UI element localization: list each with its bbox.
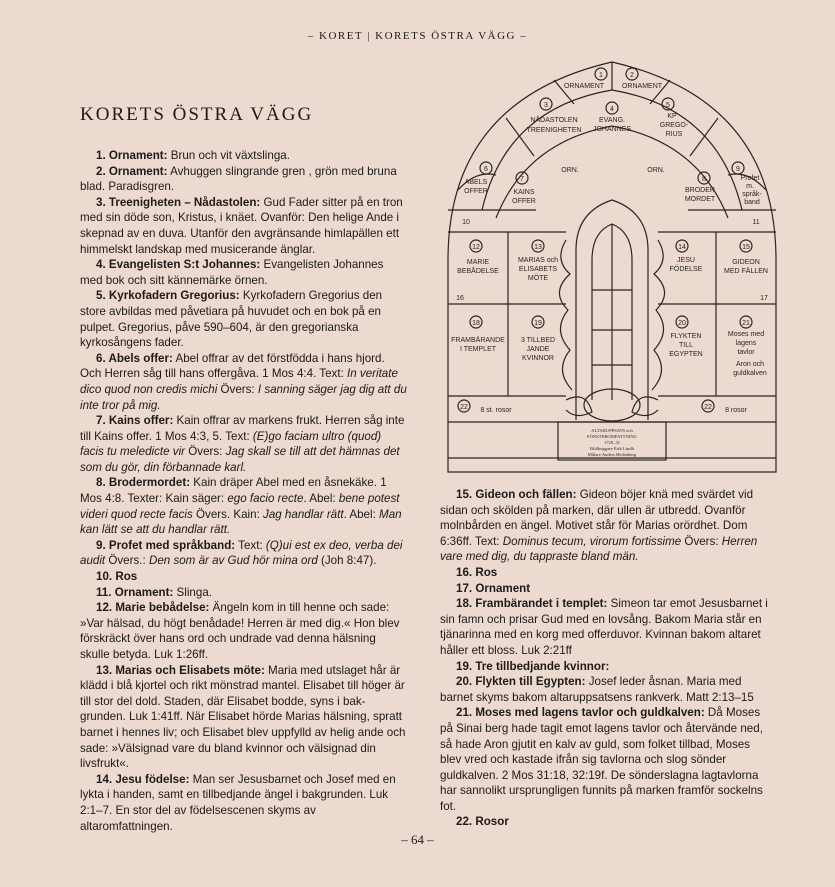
diagram-label: MÖTE bbox=[527, 275, 549, 282]
diagram-label: JANDE bbox=[526, 346, 550, 353]
diagram-label: RIUS bbox=[665, 131, 683, 138]
diagram-label: 1729–31 bbox=[603, 440, 621, 445]
diagram-label: MED FÄLLEN bbox=[724, 268, 768, 275]
left-column bbox=[80, 148, 408, 834]
entry-heading: 21. Moses med lagens tavlor och guldkalven: bbox=[456, 706, 705, 720]
diagram-label: 5 bbox=[666, 102, 670, 109]
diagram-label: I TEMPLET bbox=[459, 346, 497, 353]
diagram-label: 14 bbox=[678, 244, 686, 251]
diagram-label: 13 bbox=[534, 244, 542, 251]
entry-heading: 11. Ornament: bbox=[96, 585, 174, 599]
entry-paragraph bbox=[80, 569, 408, 585]
diagram-label: 22 bbox=[460, 404, 468, 411]
diagram-label: ORN. bbox=[647, 167, 665, 174]
diagram-label: lagens bbox=[735, 340, 757, 347]
entry-paragraph bbox=[440, 596, 770, 658]
entry-heading: 18. Frambärandet i templet: bbox=[456, 597, 608, 611]
diagram-label: 8 rosor bbox=[725, 407, 747, 414]
entry-heading: 1. Ornament: bbox=[96, 149, 168, 162]
right-column bbox=[440, 487, 770, 830]
entry-text: Abel offrar av det förstfödda i hans hjord. Och Herren såg till hans offergåva. 1 Mos 4:4. Text: bbox=[80, 351, 385, 381]
entry-heading: 20. Flykten till Egypten: bbox=[456, 675, 586, 689]
diagram-label: BRODER bbox=[685, 187, 715, 194]
entry-heading: 4. Evangelisten S:t Johannes: bbox=[96, 258, 261, 272]
entry-paragraph bbox=[80, 585, 408, 601]
entry-text: Kain offrar av markens frukt. Herren såg inte till Kains offer. 1 Mos 4:3, 5. Text: bbox=[80, 414, 405, 443]
diagram-label: KVINNOR bbox=[522, 355, 554, 362]
entry-text: Josef leder åsnan. Maria med barnet skyms bakom altaruppsatsens rankverk. Matt 2:13–15 bbox=[440, 675, 754, 704]
entry-text: Ängeln kom in till henne och sade: »Var hälsad, du högt benådade! Herren är med dig.« Hon blev förskräckt över hans ord och undrade vad denna hälsning skulle betyda. Luk 1:26ff. bbox=[80, 601, 400, 661]
diagram-label: 2 bbox=[630, 72, 634, 79]
diagram-label: 19 bbox=[534, 320, 542, 327]
entry-text: Evangelisten Johannes med bok och sitt kännemärke örnen. bbox=[80, 258, 384, 287]
entry-paragraph bbox=[80, 351, 408, 413]
wall-diagram bbox=[446, 60, 778, 480]
entry-text: Övers: bbox=[681, 534, 722, 548]
entry-paragraph bbox=[80, 600, 408, 662]
page-number: – 64 – bbox=[401, 832, 434, 847]
entry-paragraph bbox=[80, 663, 408, 772]
entry-heading: 15. Gideon och fällen: bbox=[456, 488, 577, 501]
diagram-label: EGYPTEN bbox=[669, 351, 703, 358]
entry-text: Kyrkofadern Gregorius den store avbildas med påvetiara på huvudet och en bok på en pulpet. Gregorius, påve 590–604, är den gregorianska kyrkosångens fader. bbox=[80, 289, 383, 350]
diagram-label: ORN. bbox=[561, 167, 579, 174]
diagram-label: TREENIGHETEN bbox=[526, 127, 582, 134]
running-head: – KORET | KORETS ÖSTRA VÄGG – bbox=[307, 30, 528, 42]
diagram-label: tavlor bbox=[737, 349, 755, 356]
diagram-label: KAINS bbox=[513, 189, 535, 196]
entry-heading: 17. Ornament bbox=[456, 581, 531, 595]
entry-text: Brun och vit växtslinga. bbox=[167, 149, 290, 162]
entry-paragraph bbox=[80, 772, 408, 834]
diagram-label: 3 bbox=[544, 102, 548, 109]
entry-paragraph bbox=[80, 148, 408, 164]
diagram-label: 18 bbox=[472, 320, 480, 327]
entry-quote: Man kan lätt se att du handlar rätt. bbox=[80, 507, 402, 537]
entry-text: Gideon böjer knä med svärdet vid sidan och skölden på marken, där ullen är utbredd. Ovanför molnbården en ängel. Motivet står för Marias orördhet. Dom 6:36ff. Text: bbox=[440, 488, 754, 548]
diagram-label: OFFER bbox=[512, 198, 536, 205]
diagram-label: språk- bbox=[742, 191, 762, 198]
entry-paragraph bbox=[440, 565, 770, 581]
entry-text: Simeon tar emot Jesusbarnet i sin famn och prisar Gud med en lovsång. Bakom Maria står en tjänarinna med en korg med offerduvor. Kvinnan bakom altaret håller ett bloss. Luk 2:21ff bbox=[440, 597, 768, 657]
entry-heading: 14. Jesu födelse: bbox=[96, 772, 190, 786]
entry-quote: ego facio recte bbox=[227, 492, 304, 506]
entry-heading: 16. Ros bbox=[456, 565, 498, 579]
entry-paragraph bbox=[440, 705, 770, 814]
diagram-label: ORNAMENT bbox=[621, 83, 663, 90]
diagram-label: Moses med bbox=[727, 331, 765, 338]
diagram-label: 7 bbox=[520, 176, 524, 183]
diagram-label: 6 bbox=[484, 166, 488, 173]
diagram-label: GIDEON bbox=[732, 259, 760, 266]
diagram-label: MORDET bbox=[684, 196, 716, 203]
entry-paragraph bbox=[80, 538, 408, 569]
entry-paragraph bbox=[80, 413, 408, 475]
diagram-label: EVANG. bbox=[599, 117, 625, 124]
diagram-label: KP bbox=[667, 113, 677, 120]
entry-text: Övers. Kain: bbox=[192, 507, 264, 521]
entry-text: Övers: bbox=[185, 445, 226, 459]
entry-paragraph bbox=[440, 674, 770, 705]
page-title: KORETS ÖSTRA VÄGG bbox=[80, 104, 314, 125]
entry-heading: 7. Kains offer: bbox=[96, 414, 174, 428]
diagram-label: 1 bbox=[599, 72, 603, 79]
entry-text: (Joh 8:47). bbox=[317, 554, 377, 568]
entry-heading: 5. Kyrkofadern Gregorius: bbox=[96, 289, 240, 303]
entry-paragraph bbox=[440, 814, 770, 830]
diagram-label: 12 bbox=[472, 244, 480, 251]
diagram-label: NÅDASTOLEN bbox=[530, 117, 578, 124]
diagram-label: GREGO- bbox=[659, 122, 689, 129]
entry-heading: 8. Brodermordet: bbox=[96, 476, 191, 490]
entry-paragraph bbox=[440, 581, 770, 597]
entry-heading: 2. Ornament: bbox=[96, 164, 168, 178]
entry-heading: 10. Ros bbox=[96, 570, 138, 584]
entry-text: Maria med utslaget hår är klädd i blå kjortel och rikt mönstrad mantel. Elisabet till höger är till stor del dold. Staden, där Elisabet bodde, syns i bak-grunden. Luk 1:41ff. När Elisabet hörde Marias hälsning, spratt barnet i hennes liv; och Elisabet blev uppfylld av helig ande och sade: »Välsignad vare du bland kvinnor och välsignad din livsfrukt«. bbox=[80, 663, 406, 771]
entry-text: Avhuggen slingrande gren , grön med bruna blad. Paradisgren. bbox=[80, 164, 397, 194]
diagram-label: ALTARUPPSATS och bbox=[591, 428, 633, 433]
diagram-label: FÖDELSE bbox=[669, 266, 703, 273]
diagram-label: 9 bbox=[736, 166, 740, 173]
diagram-label: ELISABETS bbox=[518, 266, 558, 273]
entry-paragraph bbox=[80, 195, 408, 257]
diagram-label: Målare Anders Hedenberg bbox=[587, 452, 637, 457]
diagram-label: 22 bbox=[704, 404, 712, 411]
entry-paragraph bbox=[80, 288, 408, 350]
entry-text: Man ser Jesusbarnet och Josef med en lykta i handen, samt en tillbedjande ängel i bakgrunden. Luk 2:1–7. En stor del av födelsescenen skyms av altaromfattningen. bbox=[80, 772, 396, 833]
diagram-label: Aron och bbox=[735, 361, 765, 368]
diagram-label: guldkalven bbox=[733, 370, 767, 377]
diagram-label: FLYKTEN bbox=[670, 333, 702, 340]
diagram-label: MARIAS och bbox=[517, 257, 559, 264]
entry-text: . Abel: bbox=[343, 507, 380, 521]
diagram-label: BEBÅDELSE bbox=[457, 268, 499, 275]
diagram-label: 17 bbox=[760, 295, 768, 302]
diagram-label: 16 bbox=[456, 295, 464, 302]
entry-text: Övers.: bbox=[105, 554, 149, 568]
entry-text: Övers: bbox=[217, 382, 258, 396]
entry-quote: Jag handlar rätt bbox=[263, 507, 344, 521]
diagram-label: 21 bbox=[742, 320, 750, 327]
diagram-label: 11 bbox=[752, 219, 760, 226]
entry-heading: 22. Rosor bbox=[456, 815, 509, 829]
diagram-label: OFFER bbox=[464, 188, 488, 195]
diagram-label: 4 bbox=[610, 106, 614, 113]
entry-quote: (E)go faciam ultro (quod) facis tu meledicte vir bbox=[80, 429, 382, 459]
diagram-label: ORNAMENT bbox=[563, 83, 605, 90]
entry-text: Text: bbox=[235, 538, 266, 552]
entry-quote: I sanning säger jag dig att du inte tror på mig. bbox=[80, 382, 407, 412]
diagram-label: Bildhuggare Erik Lindh bbox=[590, 446, 634, 451]
entry-heading: 19. Tre tillbedjande kvinnor: bbox=[456, 659, 610, 673]
entry-paragraph bbox=[440, 659, 770, 675]
entry-heading: 6. Abels offer: bbox=[96, 351, 173, 365]
entry-text: . Abel: bbox=[303, 492, 339, 506]
entry-paragraph bbox=[80, 164, 408, 195]
entry-quote: (Q)ui est ex deo, verba dei audit bbox=[80, 538, 403, 568]
entry-paragraph bbox=[440, 487, 770, 565]
diagram-label: TILL bbox=[678, 342, 694, 349]
diagram-label: 8 st. rosor bbox=[480, 407, 512, 414]
diagram-label: ABELS bbox=[464, 179, 488, 186]
entry-quote: Den som är av Gud hör mina ord bbox=[148, 554, 318, 568]
entry-heading: 3. Treenigheten – Nådastolen: bbox=[96, 195, 261, 209]
entry-text: Gud Fader sitter på en tron med sin döde son, Kristus, i knäet. Ovanför: Den helige Ande i skepnad av en duva. Utanför den avgränsande himlapällen ett himmelskt landskap med musicerande änglar. bbox=[80, 195, 403, 256]
entry-quote: In veritate dico quod non credis michi bbox=[80, 367, 398, 396]
entry-text: Slinga. bbox=[173, 585, 212, 599]
entry-quote: Dominus tecum, virorum fortissime bbox=[502, 534, 682, 548]
entry-heading: 13. Marias och Elisabets möte: bbox=[96, 663, 265, 677]
entry-heading: 9. Profet med språkband: bbox=[96, 538, 236, 552]
diagram-label: JESU bbox=[677, 257, 695, 264]
diagram-label: band bbox=[744, 199, 760, 206]
diagram-label: 20 bbox=[678, 320, 686, 327]
diagram-label: Profet bbox=[740, 175, 760, 182]
diagram-label: 8 bbox=[702, 176, 706, 183]
diagram-label: 3 TILLBED bbox=[520, 337, 556, 344]
diagram-label: JOHANNES bbox=[592, 126, 632, 133]
diagram-label: 15 bbox=[742, 244, 750, 251]
diagram-label: m. bbox=[746, 183, 754, 190]
entry-paragraph bbox=[80, 257, 408, 288]
entry-quote: Jag skall se till att det hämnas det som du gör, din förbannade karl. bbox=[80, 445, 400, 474]
diagram-label: 10 bbox=[462, 219, 470, 226]
entry-quote: Herren vare med dig, du tappraste bland män. bbox=[440, 534, 758, 564]
diagram-label: MARIE bbox=[466, 259, 490, 266]
entry-heading: 12. Marie bebådelse: bbox=[96, 601, 210, 615]
entry-text: Kain dräper Abel med en åsnekäke. 1 Mos 4:8. Texter: Kain säger: bbox=[80, 476, 387, 506]
entry-quote: bene potest videri quod recte facis bbox=[80, 492, 400, 521]
diagram-label: FRAMBÄRANDE bbox=[451, 337, 505, 344]
entry-paragraph bbox=[80, 475, 408, 537]
entry-text: Då Moses på Sinai berg hade tagit emot lagens tavlor och återvände ned, så hade Aron gjutit en kalv av guld, som folket tillbad, Moses blev vred och kastade ifrån sig tavlorna och slog sönder guldkalven. 2 Mos 31:18, 32:19f. De sönderslagna lagtavlorna har sannolikt ursprungligen funnits på marken framför sockelns fot. bbox=[440, 706, 763, 813]
diagram-label: FÖNSTEROMFATTNING bbox=[587, 434, 637, 439]
